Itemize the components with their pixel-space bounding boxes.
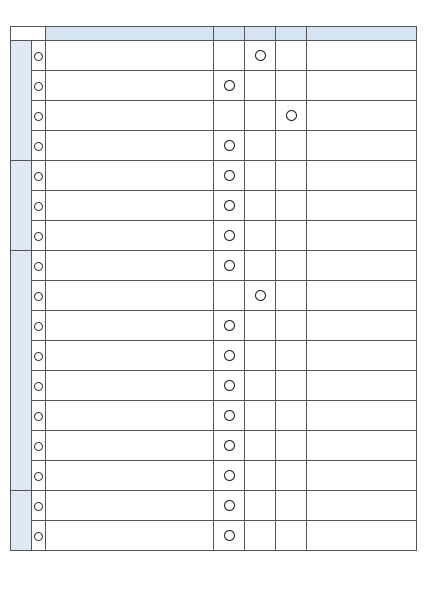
answer-neither-cell[interactable]: [245, 401, 276, 431]
row-number-cell: [32, 401, 46, 431]
answer-neither-cell[interactable]: [245, 431, 276, 461]
check-item-text: [46, 371, 214, 401]
selected-circle-mark: [224, 440, 235, 451]
row-number: [34, 352, 43, 361]
row-number-cell: [32, 431, 46, 461]
answer-yes-cell[interactable]: [214, 251, 245, 281]
answer-yes-cell[interactable]: [214, 401, 245, 431]
answer-no-cell[interactable]: [276, 221, 307, 251]
improvement-note: [307, 251, 417, 281]
answer-no-cell[interactable]: [276, 131, 307, 161]
improvement-note: [307, 401, 417, 431]
answer-yes-cell[interactable]: [214, 161, 245, 191]
selected-circle-mark: [255, 290, 266, 301]
table-row: [11, 221, 417, 251]
improvement-note: [307, 101, 417, 131]
answer-yes-cell[interactable]: [214, 431, 245, 461]
selected-circle-mark: [224, 380, 235, 391]
improvement-note: [307, 71, 417, 101]
selected-circle-mark: [224, 500, 235, 511]
table-row: [11, 491, 417, 521]
answer-yes-cell[interactable]: [214, 371, 245, 401]
answer-no-cell[interactable]: [276, 251, 307, 281]
header-yes: [214, 27, 245, 41]
check-item-text: [46, 251, 214, 281]
row-number: [34, 52, 43, 61]
check-item-text: [46, 101, 214, 131]
row-number-cell: [32, 521, 46, 551]
check-item-text: [46, 521, 214, 551]
row-number-cell: [32, 161, 46, 191]
row-number: [34, 412, 43, 421]
table-row: [11, 461, 417, 491]
answer-neither-cell[interactable]: [245, 41, 276, 71]
row-number: [34, 232, 43, 241]
answer-neither-cell[interactable]: [245, 161, 276, 191]
answer-yes-cell[interactable]: [214, 281, 245, 311]
answer-yes-cell[interactable]: [214, 101, 245, 131]
table-row: [11, 71, 417, 101]
row-number-cell: [32, 491, 46, 521]
check-item-text: [46, 491, 214, 521]
selected-circle-mark: [224, 80, 235, 91]
answer-yes-cell[interactable]: [214, 131, 245, 161]
answer-neither-cell[interactable]: [245, 251, 276, 281]
answer-neither-cell[interactable]: [245, 311, 276, 341]
answer-neither-cell[interactable]: [245, 101, 276, 131]
check-item-text: [46, 461, 214, 491]
row-number-cell: [32, 311, 46, 341]
evaluation-table: [10, 26, 417, 551]
table-row: [11, 101, 417, 131]
row-number-cell: [32, 281, 46, 311]
row-number: [34, 472, 43, 481]
answer-no-cell[interactable]: [276, 461, 307, 491]
row-number-cell: [32, 251, 46, 281]
row-number: [34, 442, 43, 451]
selected-circle-mark: [224, 350, 235, 361]
answer-no-cell[interactable]: [276, 191, 307, 221]
answer-yes-cell[interactable]: [214, 71, 245, 101]
selected-circle-mark: [224, 230, 235, 241]
answer-no-cell[interactable]: [276, 401, 307, 431]
check-item-text: [46, 131, 214, 161]
answer-neither-cell[interactable]: [245, 71, 276, 101]
row-number: [34, 382, 43, 391]
improvement-note: [307, 221, 417, 251]
category-cell: [11, 251, 32, 491]
answer-no-cell[interactable]: [276, 101, 307, 131]
answer-no-cell[interactable]: [276, 281, 307, 311]
improvement-note: [307, 191, 417, 221]
answer-no-cell[interactable]: [276, 491, 307, 521]
row-number-cell: [32, 101, 46, 131]
selected-circle-mark: [224, 200, 235, 211]
category-cell: [11, 491, 32, 551]
row-number-cell: [32, 221, 46, 251]
answer-no-cell[interactable]: [276, 71, 307, 101]
selected-circle-mark: [224, 170, 235, 181]
header-row: [11, 27, 417, 41]
answer-neither-cell[interactable]: [245, 131, 276, 161]
selected-circle-mark: [224, 140, 235, 151]
row-number-cell: [32, 191, 46, 221]
improvement-note: [307, 341, 417, 371]
selected-circle-mark: [224, 260, 235, 271]
answer-yes-cell[interactable]: [214, 461, 245, 491]
answer-neither-cell[interactable]: [245, 521, 276, 551]
check-item-text: [46, 71, 214, 101]
answer-no-cell[interactable]: [276, 311, 307, 341]
row-number: [34, 142, 43, 151]
check-item-text: [46, 221, 214, 251]
table-row: [11, 371, 417, 401]
answer-no-cell[interactable]: [276, 371, 307, 401]
row-number-cell: [32, 371, 46, 401]
table-row: [11, 191, 417, 221]
row-number-cell: [32, 341, 46, 371]
answer-yes-cell[interactable]: [214, 41, 245, 71]
table-body: [11, 41, 417, 551]
selected-circle-mark: [224, 410, 235, 421]
header-neither: [245, 27, 276, 41]
row-number: [34, 172, 43, 181]
improvement-note: [307, 281, 417, 311]
answer-yes-cell[interactable]: [214, 491, 245, 521]
check-item-text: [46, 161, 214, 191]
row-number: [34, 502, 43, 511]
row-number-cell: [32, 131, 46, 161]
answer-neither-cell[interactable]: [245, 371, 276, 401]
improvement-note: [307, 461, 417, 491]
table-row: [11, 341, 417, 371]
row-number: [34, 262, 43, 271]
answer-neither-cell[interactable]: [245, 341, 276, 371]
selected-circle-mark: [286, 110, 297, 121]
row-number: [34, 292, 43, 301]
header-no: [276, 27, 307, 41]
answer-yes-cell[interactable]: [214, 341, 245, 371]
table-row: [11, 41, 417, 71]
check-item-text: [46, 281, 214, 311]
answer-no-cell[interactable]: [276, 521, 307, 551]
table-row: [11, 251, 417, 281]
row-number: [34, 82, 43, 91]
row-number-cell: [32, 461, 46, 491]
improvement-note: [307, 431, 417, 461]
check-item-text: [46, 401, 214, 431]
header-note: [307, 27, 417, 41]
answer-no-cell[interactable]: [276, 41, 307, 71]
table-row: [11, 131, 417, 161]
row-number-cell: [32, 71, 46, 101]
category-cell: [11, 41, 32, 161]
improvement-note: [307, 41, 417, 71]
answer-yes-cell[interactable]: [214, 311, 245, 341]
check-item-text: [46, 311, 214, 341]
table-row: [11, 281, 417, 311]
improvement-note: [307, 521, 417, 551]
answer-neither-cell[interactable]: [245, 191, 276, 221]
table-row: [11, 311, 417, 341]
row-number: [34, 532, 43, 541]
improvement-note: [307, 491, 417, 521]
check-item-text: [46, 431, 214, 461]
category-cell: [11, 161, 32, 251]
answer-neither-cell[interactable]: [245, 281, 276, 311]
improvement-note: [307, 371, 417, 401]
selected-circle-mark: [224, 530, 235, 541]
selected-circle-mark: [224, 320, 235, 331]
table-row: [11, 401, 417, 431]
row-number-cell: [32, 41, 46, 71]
table-row: [11, 431, 417, 461]
improvement-note: [307, 311, 417, 341]
check-item-text: [46, 341, 214, 371]
row-number: [34, 112, 43, 121]
answer-yes-cell[interactable]: [214, 521, 245, 551]
selected-circle-mark: [224, 470, 235, 481]
answer-no-cell[interactable]: [276, 431, 307, 461]
check-item-text: [46, 41, 214, 71]
answer-neither-cell[interactable]: [245, 221, 276, 251]
improvement-note: [307, 161, 417, 191]
row-number: [34, 322, 43, 331]
header-item: [46, 27, 214, 41]
answer-neither-cell[interactable]: [245, 461, 276, 491]
answer-yes-cell[interactable]: [214, 191, 245, 221]
answer-yes-cell[interactable]: [214, 221, 245, 251]
answer-neither-cell[interactable]: [245, 491, 276, 521]
answer-no-cell[interactable]: [276, 341, 307, 371]
selected-circle-mark: [255, 50, 266, 61]
check-item-text: [46, 191, 214, 221]
improvement-note: [307, 131, 417, 161]
table-row: [11, 521, 417, 551]
row-number: [34, 202, 43, 211]
table-row: [11, 161, 417, 191]
answer-no-cell[interactable]: [276, 161, 307, 191]
header-blank: [11, 27, 46, 41]
